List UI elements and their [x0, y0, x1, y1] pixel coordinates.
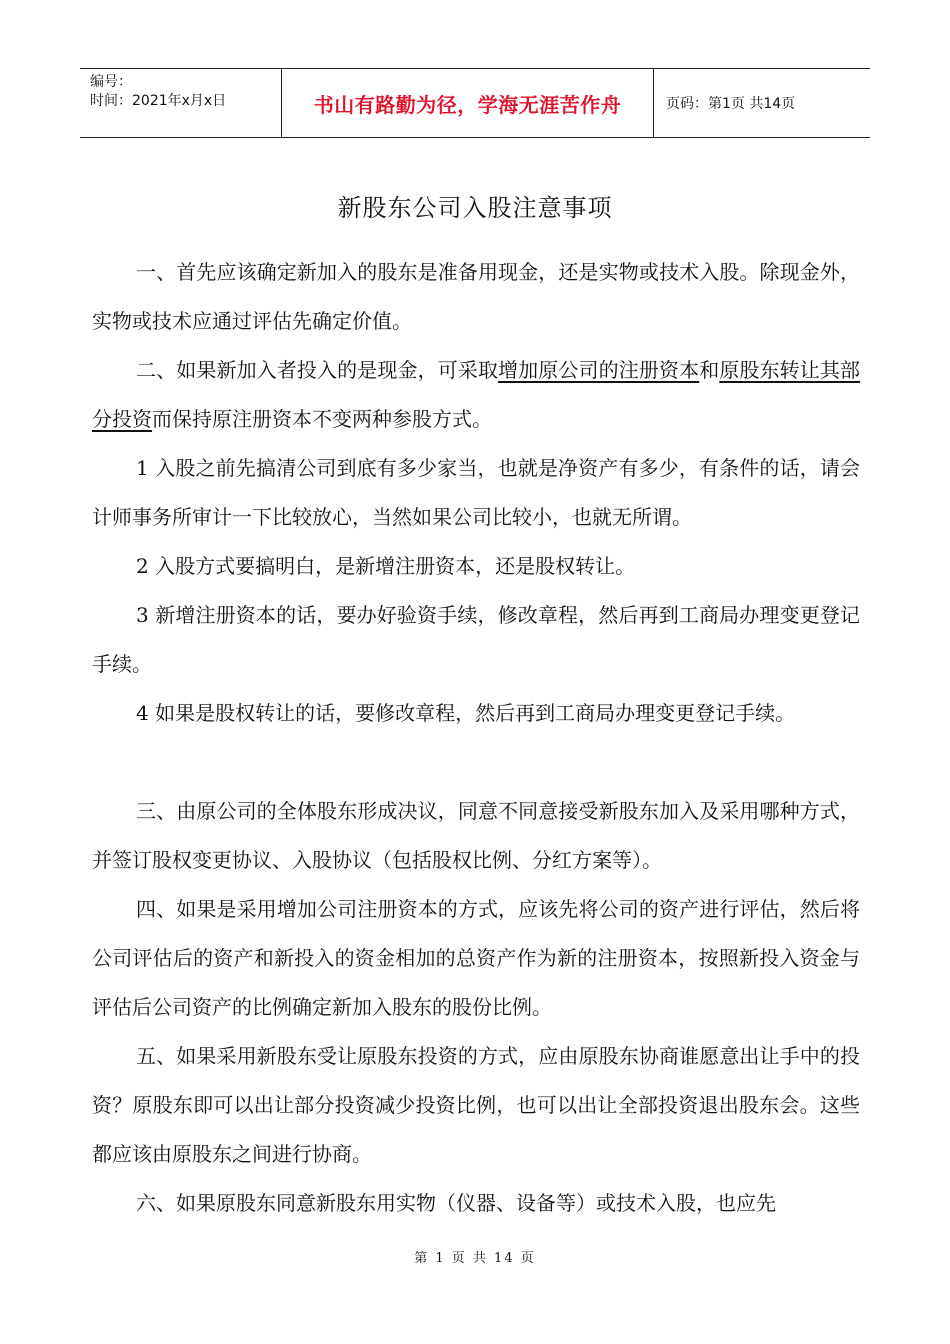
paragraph-9: 五、如果采用新股东受让原股东投资的方式，应由原股东协商谁愿意出让手中的投资？原股东即可以出让部分投资减少投资比例，也可以出让全部投资退出股东会。这些都应该由原股东之间进行协商。	[92, 1044, 860, 1166]
paragraph-7: 三、由原公司的全体股东形成决议，同意不同意接受新股东加入及采用哪种方式，并签订股权变更协议、入股协议（包括股权比例、分红方案等）。	[92, 799, 860, 872]
paragraph-1: 一、首先应该确定新加入的股东是准备用现金，还是实物或技术入股。除现金外，实物或技术应通过评估先确定价值。	[92, 260, 860, 333]
paragraph-2-text-c: 而保持原注册资本不变两种参股方式。	[152, 407, 492, 431]
paragraph-3: 1 入股之前先搞清公司到底有多少家当，也就是净资产有多少，有条件的话，请会计师事务所审计一下比较放心，当然如果公司比较小，也就无所谓。	[92, 456, 860, 529]
motto-text: 书山有路勤为径，学海无涯苦作舟	[313, 92, 622, 117]
link-increase-capital[interactable]: 增加原公司的注册资本	[498, 358, 700, 382]
paragraph-6: 4 如果是股权转让的话，要修改章程，然后再到工商局办理变更登记手续。	[136, 701, 796, 725]
paragraph-2	[92, 346, 860, 444]
header-meta-cell	[80, 69, 282, 137]
document-body	[92, 248, 860, 1228]
page-footer: 第 1 页 共 14 页	[414, 1251, 536, 1266]
paragraph-2-text-b: 和	[699, 358, 720, 382]
paragraph-5: 3 新增注册资本的话，要办好验资手续，修改章程，然后再到工商局办理变更登记手续。	[92, 603, 860, 676]
page-info: 页码：第1页 共14页	[666, 96, 796, 112]
paragraph-2-text-a: 二、如果新加入者投入的是现金，可采取	[136, 358, 499, 382]
header-page-cell	[654, 69, 870, 137]
time-label: 时间：2021年x月x日	[90, 93, 227, 109]
header-motto-cell	[282, 69, 654, 137]
blank-line	[92, 738, 860, 787]
document-title: 新股东公司入股注意事项	[337, 194, 613, 223]
number-label: 编号：	[90, 74, 132, 90]
paragraph-8: 四、如果是采用增加公司注册资本的方式，应该先将公司的资产进行评估，然后将公司评估后的资产和新投入的资金相加的总资产作为新的注册资本，按照新投入资金与评估后公司资产的比例确定新加入股东的股份比例。	[92, 897, 860, 1019]
paragraph-4: 2 入股方式要搞明白，是新增注册资本，还是股权转让。	[136, 554, 636, 578]
paragraph-10: 六、如果原股东同意新股东用实物（仪器、设备等）或技术入股，也应先	[136, 1191, 776, 1215]
link-transfer-investment[interactable]: 原股东转让其部分投资	[92, 358, 861, 431]
document-header	[80, 68, 870, 138]
